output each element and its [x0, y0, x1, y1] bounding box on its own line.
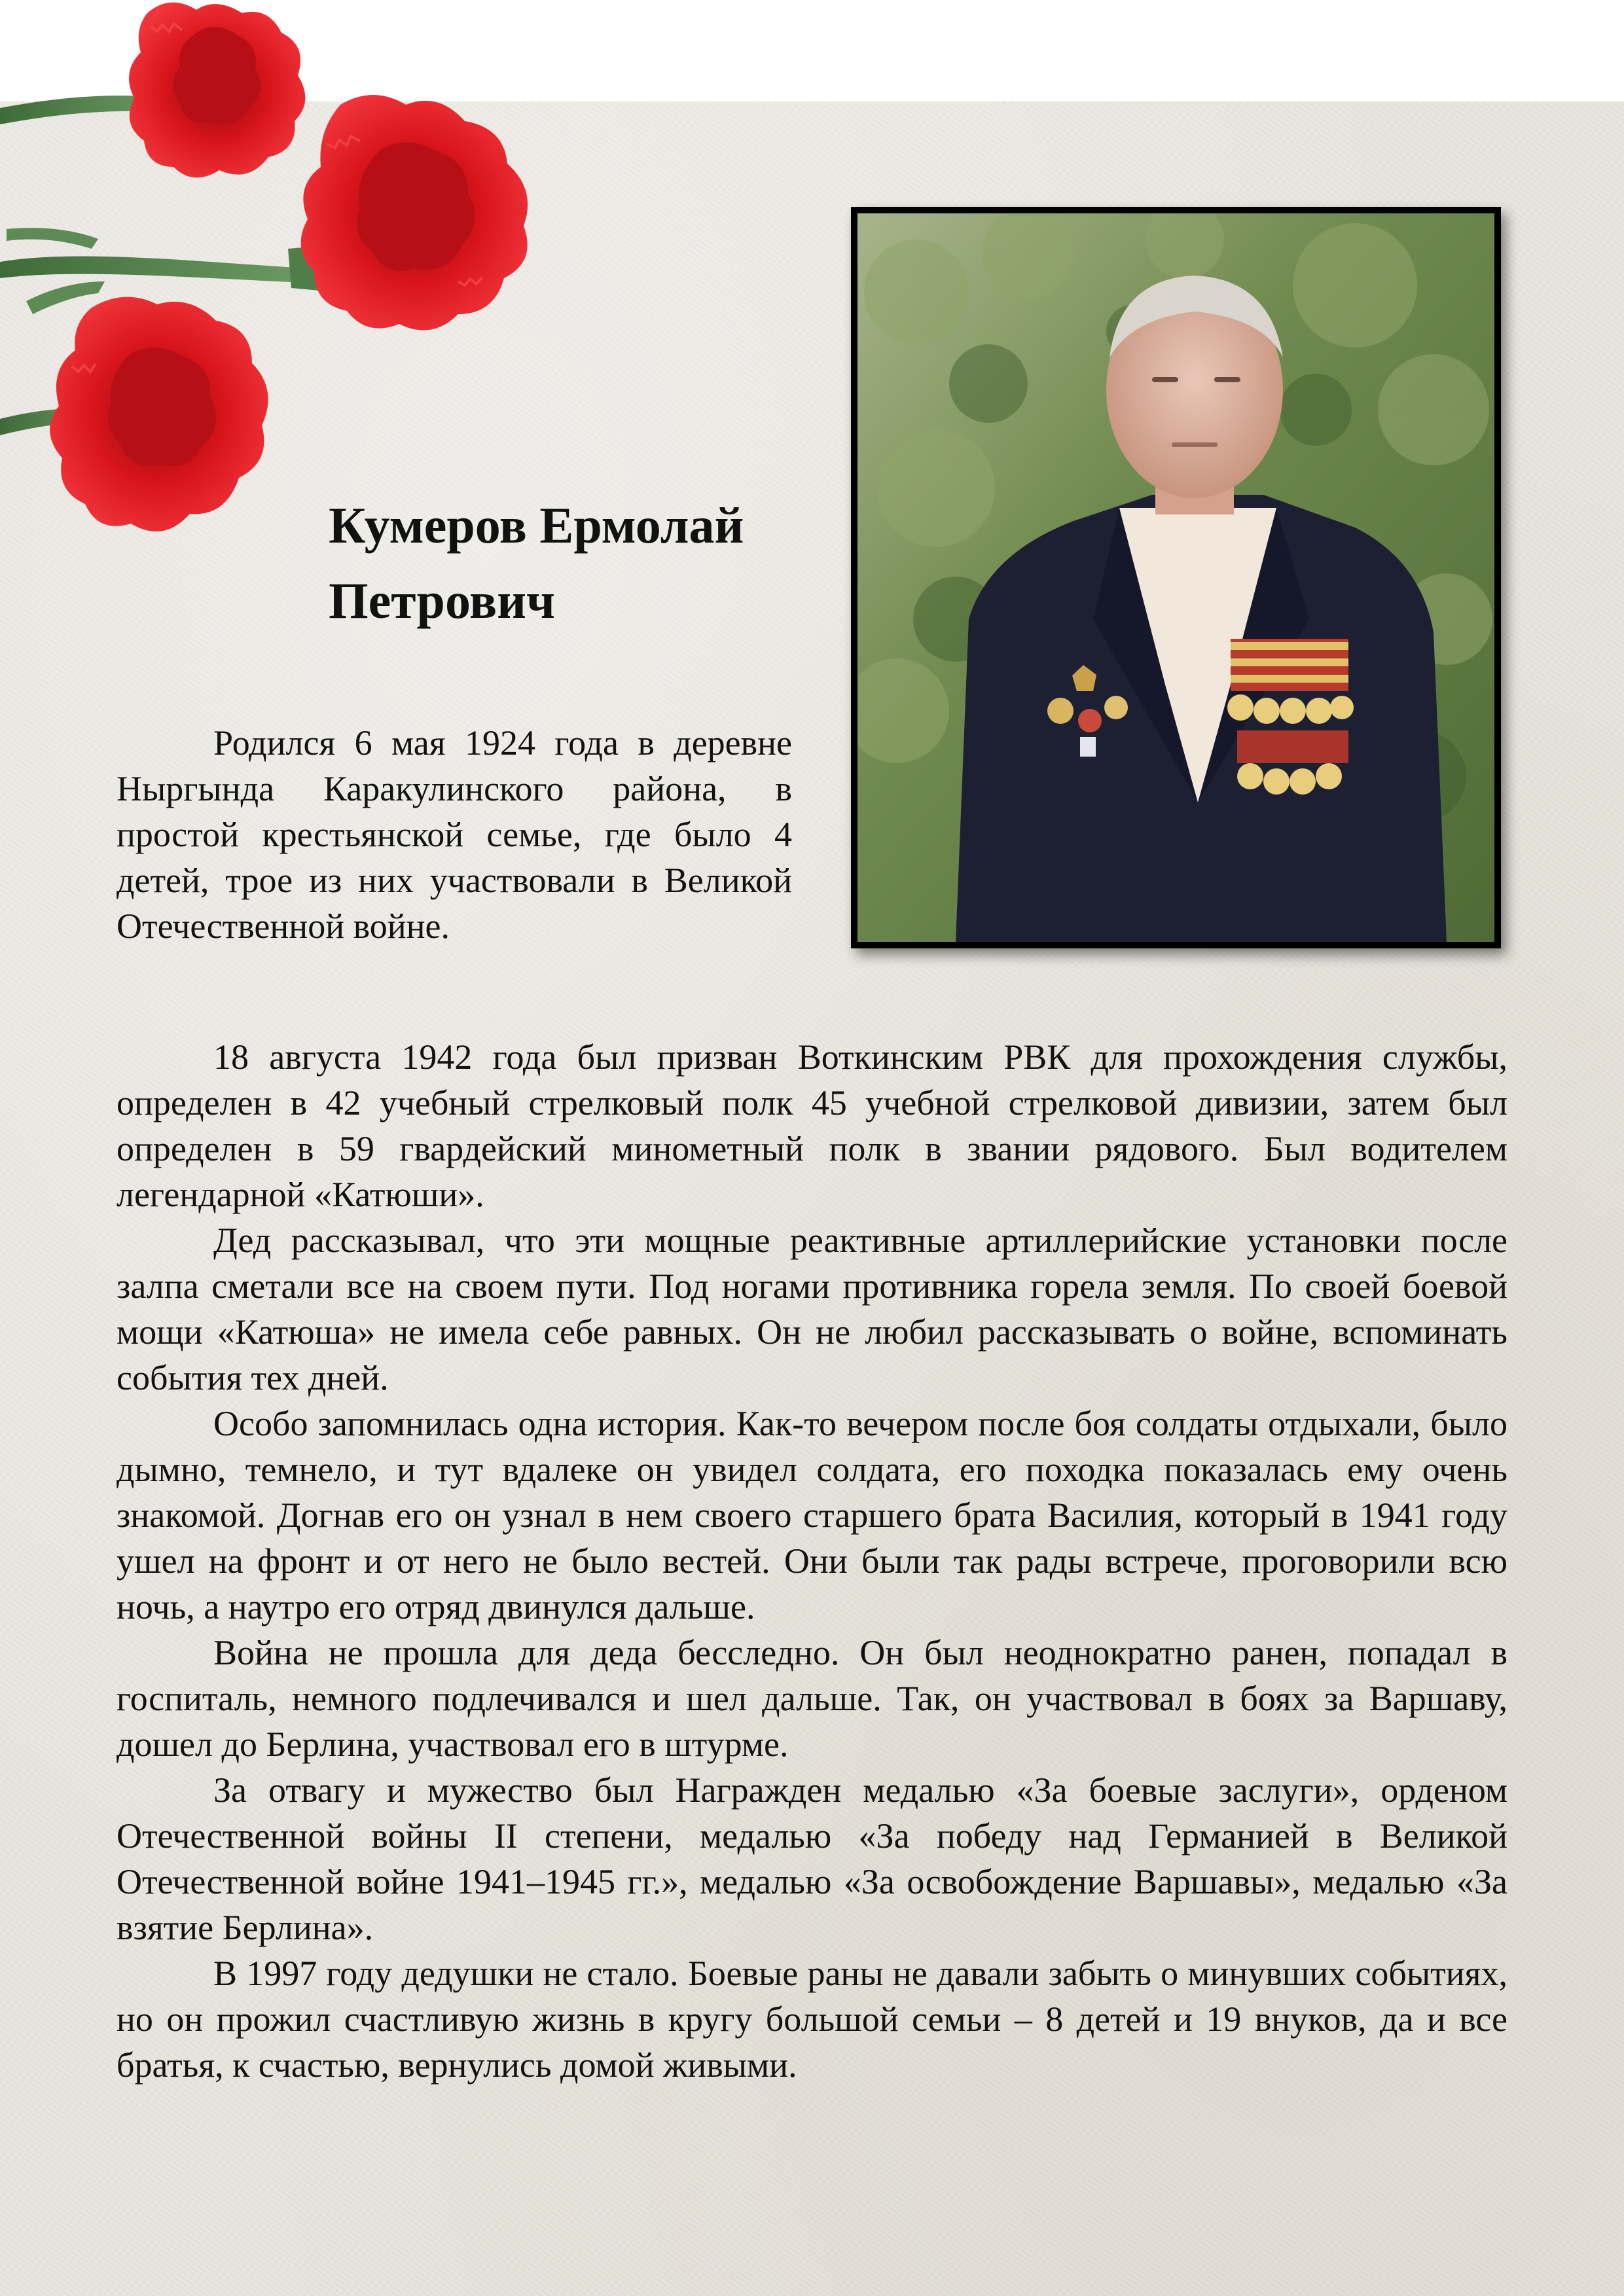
name-line-2: Петрович	[329, 572, 556, 629]
intro-paragraph: Родился 6 мая 1924 года в деревне Ныргында Каракулинского района, в простой крестьянской семье, где было 4 детей, трое из них участвовали в Великой Отечественной войне.	[117, 723, 792, 946]
name-line-1: Кумеров Ермолай	[329, 497, 744, 554]
biography-paragraph-1: 18 августа 1942 года был призван Воткинским РВК для прохождения службы, определен в 42 учебный стрелковый полк 45 учебной стрелковой дивизии, затем был определен в 59 гвардейский минометный полк в звании рядового. Был водителем легендарной «Катюши».	[117, 1037, 1507, 1214]
biography-paragraph-2: Дед рассказывал, что эти мощные реактивные артиллерийские установки после залпа сметали все на своем пути. Под ногами противника горела земля. По своей боевой мощи «Катюша» не имела себе равных. Он не любил рассказывать о войне, вспоминать события тех дней.	[117, 1221, 1507, 1397]
veteran-portrait-photo	[857, 213, 1494, 942]
biography-paragraph-5: За отвагу и мужество был Награжден медалью «За боевые заслуги», орденом Отечественной войны II степени, медалью «За победу над Германией в Великой Отечественной войне 1941–1945 гг.», медалью «За освобождение Варшавы», медалью «За взятие Берлина».	[117, 1770, 1507, 1947]
veteran-portrait-frame	[851, 207, 1501, 948]
biography-body	[117, 1034, 1507, 2088]
veteran-name-heading	[329, 488, 852, 638]
biography-paragraph-3: Особо запомнилась одна история. Как-то вечером после боя солдаты отдыхали, было дымно, темнело, и тут вдалеке он увидел солдата, его походка показалась ему очень знакомой. Догнав его он узнал в нем своего старшего брата Василия, который в 1941 году ушел на фронт и от него не было вестей. Они были так рады встрече, проговорили всю ночь, а наутро его отряд двинулся дальше.	[117, 1404, 1507, 1626]
biography-paragraph-4: Война не прошла для деда бесследно. Он был неоднократно ранен, попадал в госпиталь, немного подлечивался и шел дальше. Так, он участвовал в боях за Варшаву, дошел до Берлина, участвовал его в штурме.	[117, 1633, 1507, 1764]
biography-paragraph-6: В 1997 году дедушки не стало. Боевые раны не давали забыть о минувших событиях, но он прожил счастливую жизнь в кругу большой семьи – 8 детей и 19 внуков, да и все братья, к счастью, вернулись домой живыми.	[117, 1954, 1507, 2085]
